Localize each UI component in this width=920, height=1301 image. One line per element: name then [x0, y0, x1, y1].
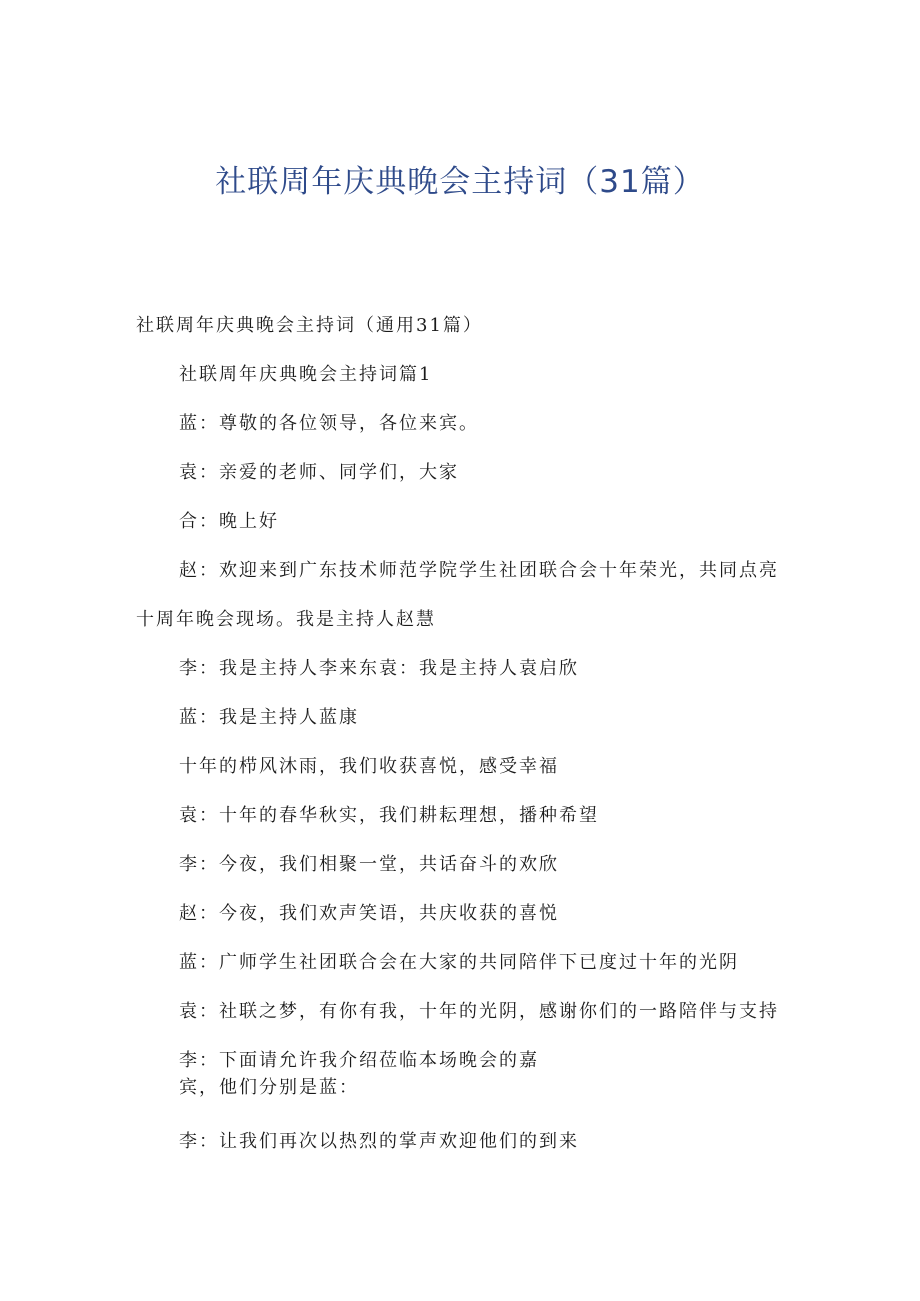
script-line: 蓝：广师学生社团联合会在大家的共同陪伴下已度过十年的光阴: [179, 952, 739, 973]
script-line: 李：下面请允许我介绍莅临本场晚会的嘉: [179, 1050, 539, 1071]
script-line: 李：让我们再次以热烈的掌声欢迎他们的到来: [179, 1131, 579, 1152]
script-line: 赵：今夜，我们欢声笑语，共庆收获的喜悦: [179, 903, 559, 924]
script-line-wrap: 十周年晚会现场。我是主持人赵慧: [136, 609, 436, 630]
script-line: 李：我是主持人李来东袁：我是主持人袁启欣: [179, 658, 579, 679]
script-line: 十年的栉风沐雨，我们收获喜悦，感受幸福: [179, 756, 559, 777]
page-title: 社联周年庆典晚会主持词（31篇）: [215, 164, 705, 200]
script-line: 袁：社联之梦，有你有我，十年的光阴，感谢你们的一路陪伴与支持: [179, 1001, 779, 1022]
script-line: 赵：欢迎来到广东技术师范学院学生社团联合会十年荣光，共同点亮: [179, 560, 779, 581]
script-line: 合：晚上好: [179, 511, 279, 532]
script-line: 袁：亲爱的老师、同学们，大家: [179, 462, 459, 483]
section-heading: 社联周年庆典晚会主持词篇1: [179, 364, 433, 385]
script-line-wrap: 宾，他们分别是蓝：: [179, 1077, 359, 1098]
script-line: 蓝：尊敬的各位领导，各位来宾。: [179, 413, 479, 434]
script-line: 袁：十年的春华秋实，我们耕耘理想，播种希望: [179, 805, 599, 826]
script-line: 蓝：我是主持人蓝康: [179, 707, 359, 728]
script-line: 李：今夜，我们相聚一堂，共话奋斗的欢欣: [179, 854, 559, 875]
subtitle-line: 社联周年庆典晚会主持词（通用31篇）: [136, 315, 483, 336]
